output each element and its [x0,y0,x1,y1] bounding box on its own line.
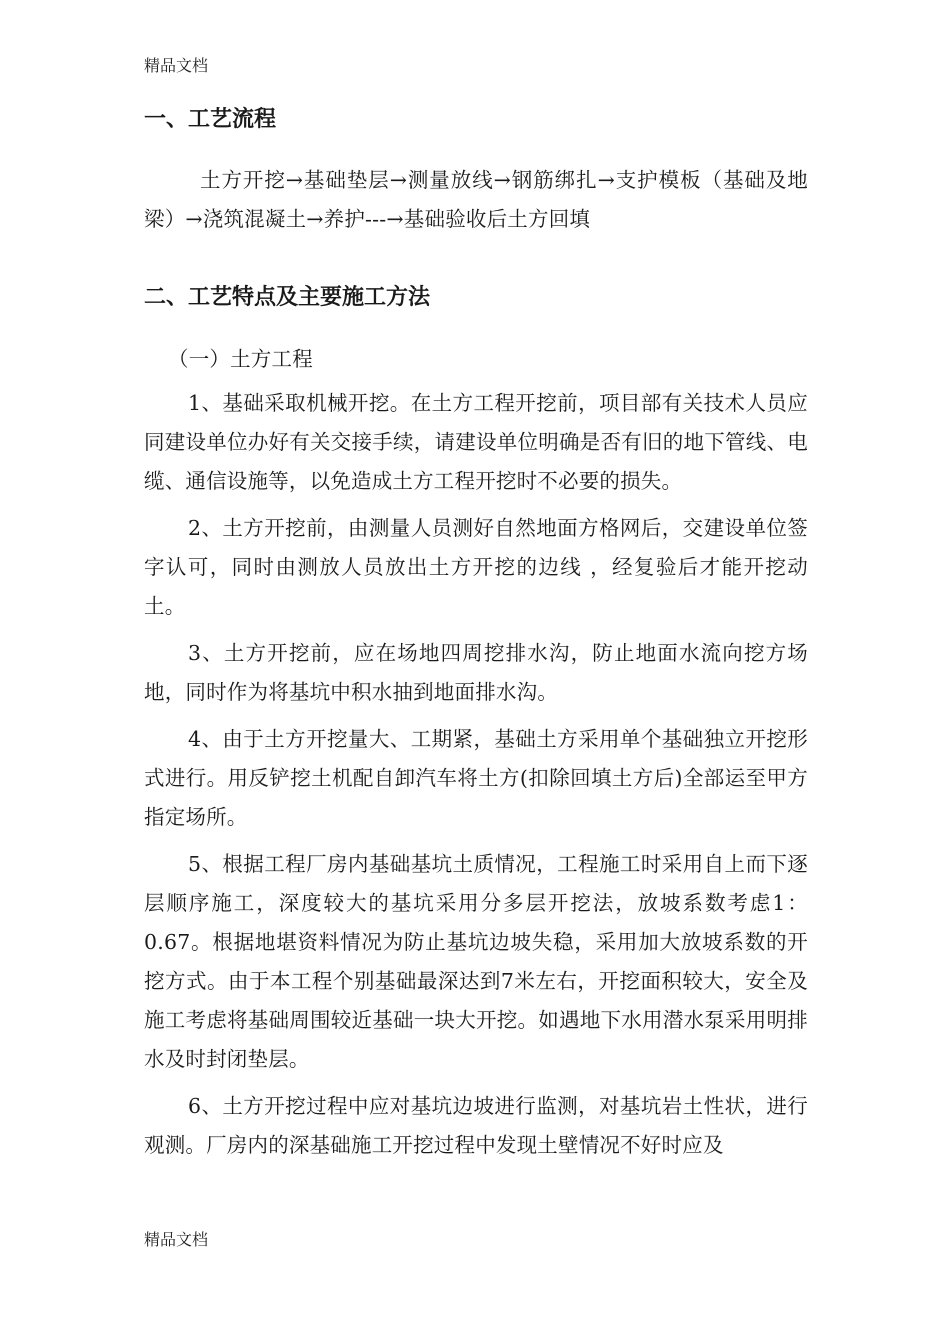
list-item: 1、基础采取机械开挖。在土方工程开挖前，项目部有关技术人员应同建设单位办好有关交接手续，请建设单位明确是否有旧的地下管线、电缆、通信设施等，以免造成土方工程开挖时不必要的损失。 [144,391,808,493]
process-flow-paragraph: 土方开挖→基础垫层→测量放线→钢筋绑扎→支护模板（基础及地梁）→浇筑混凝土→养护---→基础验收后土方回填 [144,168,808,231]
list-item: 4、由于土方开挖量大、工期紧，基础土方采用单个基础独立开挖形式进行。用反铲挖土机配自卸汽车将土方(扣除回填土方后)全部运至甲方指定场所。 [144,727,808,829]
section-heading-process-flow: 一、工艺流程 [144,107,277,132]
list-item: 6、土方开挖过程中应对基坑边坡进行监测，对基坑岩土性状，进行观测。厂房内的深基础施工开挖过程中发现土壁情况不好时应及 [144,1094,808,1157]
page-footer-label: 精品文档 [144,1230,209,1249]
list-item: 5、根据工程厂房内基础基坑土质情况，工程施工时采用自上而下逐层顺序施工，深度较大的基坑采用分多层开挖法，放坡系数考虑1：0.67。根据地堪资料情况为防止基坑边坡失稳，采用加大放坡系数的开挖方式。由于本工程个别基础最深达到7米左右，开挖面积较大，安全及施工考虑将基础周围较近基础一块大开挖。如遇地下水用潜水泵采用明排水及时封闭垫层。 [144,852,808,1071]
list-item: 2、土方开挖前，由测量人员测好自然地面方格网后，交建设单位签字认可，同时由测放人员放出土方开挖的边线 ，经复验后才能开挖动土。 [144,516,808,618]
document-body [144,100,808,1165]
list-item: 3、土方开挖前，应在场地四周挖排水沟，防止地面水流向挖方场地，同时作为将基坑中积水抽到地面排水沟。 [144,641,808,704]
section-heading-construction-methods: 二、工艺特点及主要施工方法 [144,285,431,310]
page-header-label: 精品文档 [144,56,209,75]
subsection-heading-earthwork: （一）土方工程 [168,347,313,371]
